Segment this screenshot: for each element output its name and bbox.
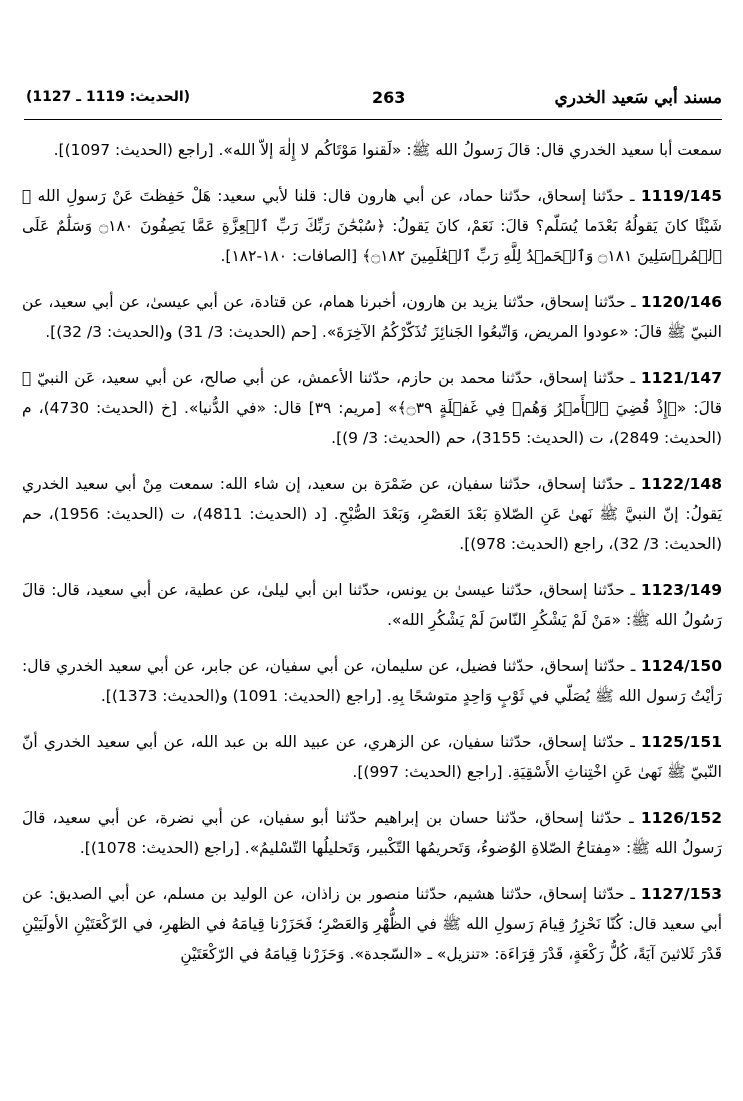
header-divider <box>24 119 722 120</box>
paragraph-text: ـ حدّثنا إسحاق، حدّثنا سفيان، عن الزهري، عن عبيد الله بن عبد الله، عن أبي سعيد الخدري أنّ النّبيّ ﷺ نَهىٰ عَنِ اخْتِناثِ الأَسْقِيَةِ. [راجع (الحديث: 997)]. <box>22 733 722 781</box>
paragraph-text: ـ حدّثنا إسحاق، حدّثنا فضيل، عن سليمان، عن أبي سفيان، عن جابر، عن أبي سعيد الخدري قال: رَأيْتُ رَسول الله ﷺ يُصَلّي في ثَوْبٍ وَاحِدٍ متوشحًا بِهِ. [راجع (الحديث: 1091) و(الحديث: 1373)]. <box>22 657 722 705</box>
paragraph-text: ـ حدّثنا إسحاق، حدّثنا حسان بن إبراهيم حدّثنا أبو سفيان، عن أبي نضرة، عن أبي سعيد، قالَ رَسولُ الله ﷺ: «مِفتاحُ الصّلاةِ الوُضوءُ، وَتَحريمُها التّكْبير، وَتَحليلُها التّسْليمُ». [راجع (الحديث: 1078)]. <box>22 809 722 857</box>
hadith-number: 1120/146 <box>640 293 722 311</box>
page-header <box>26 86 722 116</box>
paragraph-hadith-1121 <box>22 363 722 453</box>
paragraph-hadith-1123 <box>22 575 722 635</box>
paragraph-text: سمعت أبا سعيد الخدري قال: قالَ رَسولُ الله ﷺ: «لَقنوا مَوْتَاكُم لا إِلٰهَ إلاّ الله». [راجع (الحديث: 1097)]. <box>53 141 722 159</box>
paragraph-text: ـ حدّثنا إسحاق، حدّثنا حماد، عن أبي هارون قال: قلنا لأبي سعيد: هَلْ حَفِظتَ عَنْ رَسولِ الله ﷺ شَيْئًا كانَ يَقولُهُ بَعْدَما يُسَلّم؟ قالَ: نَعَمْ، كانَ يَقولُ: ﴿سُبْحَٰنَ رَبِّكَ رَبِّ ٱلۡعِزَّةِ عَمَّا يَصِفُونَ ۝١٨٠ وَسَلَٰمٌ عَلَى ٱلۡمُرۡسَلِينَ ۝١٨١ وَٱلۡحَمۡدُ لِلَّهِ رَبِّ ٱلۡعَٰلَمِينَ ۝١٨٢﴾ [الصافات: ١٨٠-١٨٢]. <box>22 187 722 265</box>
paragraph-text: ـ حدّثنا إسحاق، حدّثنا هشيم، حدّثنا منصور بن زاذان، عن الوليد بن مسلم، عن أبي الصديق: عن أبي سعيد قال: كُنّا نَحْزِرُ قِيامَ رَسولِ الله ﷺ في الظُّهْرِ وَالعَصْرِ؛ فَحَزَرْنا قِيامَهُ في الظهرِ، في الرّكْعَتَيْنِ الأولَيَيْنِ قَدْرَ ثَلاثينَ آيَةً، كُلُّ رَكْعَةٍ، قَدْرَ قِرَاءَة: «تنزيل» ـ «السّجدة». وَحَزَرْنا قِيامَهُ في الرّكْعَتَيْنِ <box>22 885 722 963</box>
paragraph-hadith-1122 <box>22 469 722 559</box>
book-title: مسند أبي سَعيد الخدري <box>554 88 722 108</box>
paragraph-text: ـ حدّثنا إسحاق، حدّثنا سفيان، عن ضَمْرَة بن سعيد، إن شاء الله: سمعت مِنْ أبي سعيد الخدري يَقولُ: إنّ النبيَّ ﷺ نَهىٰ عَنِ الصّلاةِ بَعْدَ العَصْرِ، وَبَعْدَ الصُّبْحِ. [د (الحديث: 4811)، ت (الحديث: 1956)، حم (الحديث: 3/ 32)، راجع (الحديث: 978)]. <box>22 475 722 553</box>
paragraph-intro <box>22 135 722 165</box>
paragraph-hadith-1120 <box>22 287 722 347</box>
hadith-number: 1122/148 <box>640 475 722 493</box>
hadith-number: 1119/145 <box>640 187 722 205</box>
hadith-number: 1123/149 <box>640 581 722 599</box>
paragraph-hadith-1124 <box>22 651 722 711</box>
paragraph-text: ـ حدّثنا إسحاق، حدّثنا عيسىٰ بن يونس، حدّثنا ابن أبي ليلىٰ، عن عطية، عن أبي سعيد، قال: قالَ رَسُولُ الله ﷺ: «مَنْ لَمْ يَشْكُرِ النّاسَ لَمْ يَشْكُرِ الله». <box>22 581 722 629</box>
page-number: 263 <box>372 88 406 107</box>
hadith-range: (الحديث: 1119 ـ 1127) <box>26 89 191 105</box>
hadith-number: 1127/153 <box>640 885 722 903</box>
paragraph-text: ـ حدّثنا إسحاق، حدّثنا محمد بن حازم، حدّثنا الأعمش، عن أبي صالح، عن أبي سعيد، عَن النبيّ ﷺ قالَ: «﴿إِذْ قُضِيَ ٱلۡأَمۡرُ وَهُمۡ فِي غَفۡلَةٍ ۝٣٩﴾» [مريم: ٣٩] قال: «في الدُّنيا». [خ (الحديث: 4730)، م (الحديث: 2849)، ت (الحديث: 3155)، حم (الحديث: 3/ 9)]. <box>22 369 722 447</box>
hadith-number: 1126/152 <box>640 809 723 827</box>
hadith-number: 1125/151 <box>640 733 722 751</box>
paragraph-hadith-1126 <box>22 803 722 863</box>
hadith-number: 1121/147 <box>640 369 722 387</box>
paragraph-hadith-1127 <box>22 879 722 969</box>
hadith-number: 1124/150 <box>640 657 722 675</box>
paragraph-text: ـ حدّثنا إسحاق، حدّثنا يزيد بن هارون، أخبرنا همام، عن قتادة، عن أبي عيسىٰ، عن أبي سعيد، عن النبيّ ﷺ قالَ: «عودوا المريض، وَاتّبعُوا الجَنائِزَ تُذَكّرْكُمُ الآخِرَةَ». [حم (الحديث: 3/ 31) و(الحديث: 3/ 32)]. <box>22 293 722 341</box>
paragraph-hadith-1119 <box>22 181 722 271</box>
page-body <box>22 135 722 985</box>
paragraph-hadith-1125 <box>22 727 722 787</box>
